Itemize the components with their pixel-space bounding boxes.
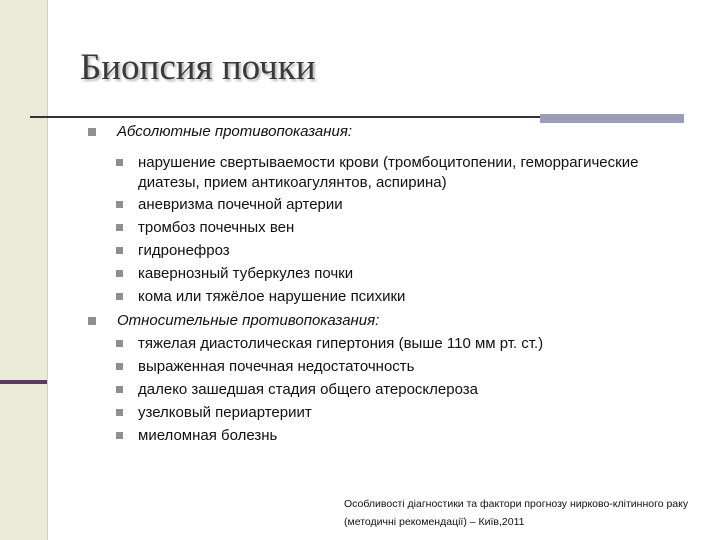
list-item: аневризма почечной артерии bbox=[138, 196, 343, 213]
square-bullet-icon bbox=[116, 270, 123, 277]
square-bullet-icon bbox=[116, 293, 123, 300]
square-bullet-icon bbox=[116, 247, 123, 254]
square-bullet-icon bbox=[116, 409, 123, 416]
square-bullet-icon bbox=[116, 432, 123, 439]
list-item: выраженная почечная недостаточность bbox=[138, 358, 415, 375]
section-heading-absolute: Абсолютные противопоказания: bbox=[117, 123, 353, 140]
sidebar-divider bbox=[47, 0, 48, 540]
square-bullet-icon bbox=[116, 340, 123, 347]
square-bullet-icon bbox=[116, 386, 123, 393]
section-heading-relative: Относительные противопоказания: bbox=[117, 312, 380, 329]
list-item: нарушение свертываемости крови (тромбоцитопении, геморрагические bbox=[138, 154, 639, 171]
list-item: гидронефроз bbox=[138, 242, 230, 259]
square-bullet-icon bbox=[116, 159, 123, 166]
list-item: узелковый периартериит bbox=[138, 404, 312, 421]
square-bullet-icon bbox=[116, 224, 123, 231]
square-bullet-icon bbox=[88, 128, 96, 136]
footnote-line-2: (методичні рекомендації) – Київ,2011 bbox=[344, 516, 525, 528]
list-item: тромбоз почечных вен bbox=[138, 219, 295, 236]
list-item: миеломная болезнь bbox=[138, 427, 278, 444]
square-bullet-icon bbox=[116, 363, 123, 370]
footnote-line-1: Особливості діагностики та фактори прогнозу нирково-клітинного раку bbox=[344, 498, 689, 510]
square-bullet-icon bbox=[88, 317, 96, 325]
left-sidebar-band bbox=[0, 0, 47, 540]
sidebar-accent-bar bbox=[0, 380, 47, 384]
slide-title: Биопсия почки bbox=[80, 47, 316, 88]
list-item: тяжелая диастолическая гипертония (выше 110 мм рт. ст.) bbox=[138, 335, 544, 352]
title-underline-accent bbox=[540, 114, 684, 123]
list-item: кома или тяжёлое нарушение психики bbox=[138, 288, 406, 305]
source-footnote bbox=[344, 495, 688, 531]
list-item-continuation: диатезы, прием антикоагулянтов, аспирина) bbox=[138, 174, 447, 191]
list-item: далеко зашедшая стадия общего атеросклероза bbox=[138, 381, 478, 398]
square-bullet-icon bbox=[116, 201, 123, 208]
list-item: кавернозный туберкулез почки bbox=[138, 265, 354, 282]
